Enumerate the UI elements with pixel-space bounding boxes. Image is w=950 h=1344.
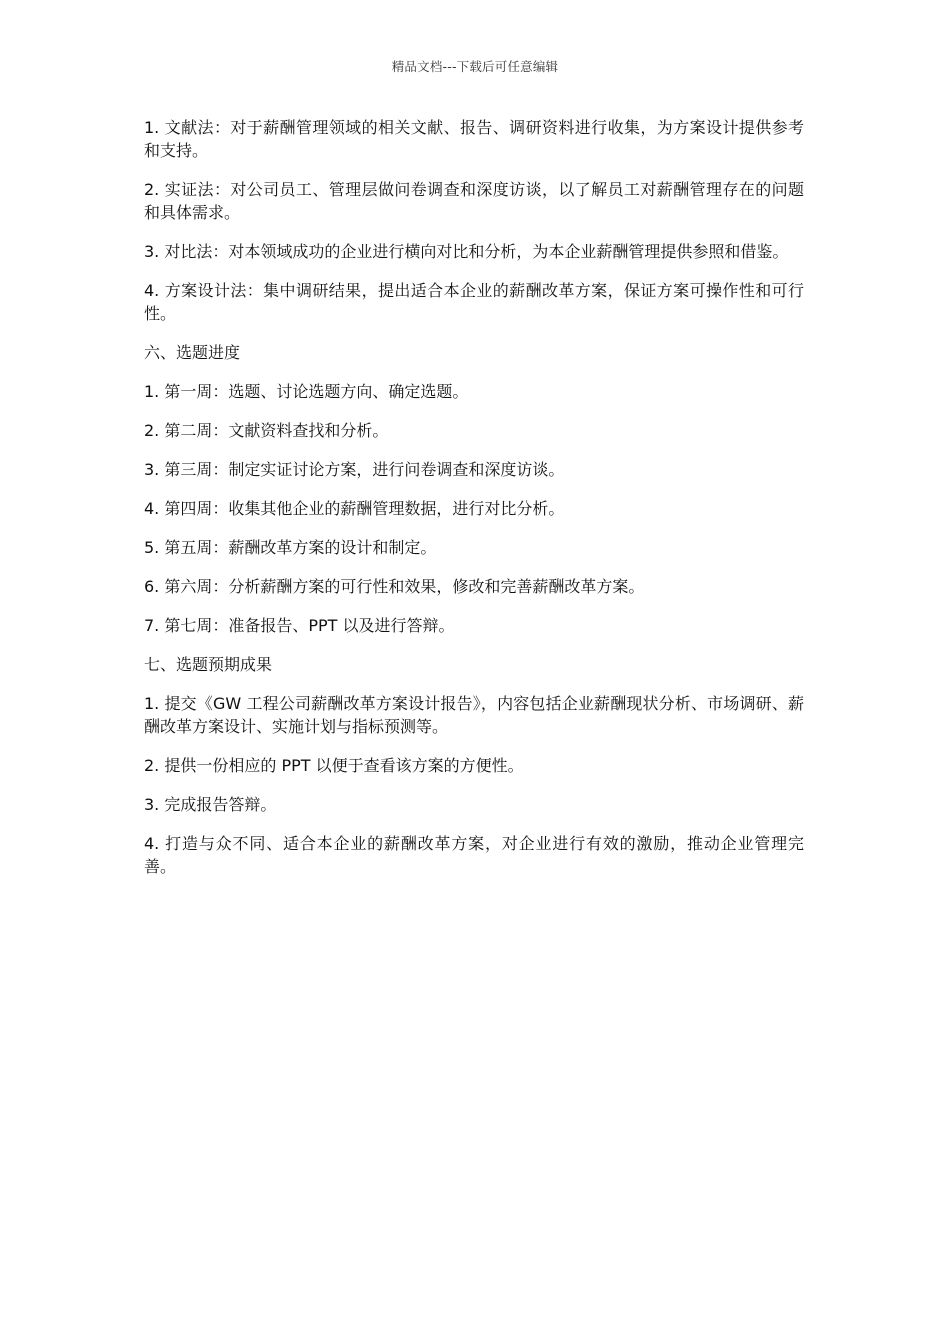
schedule-week-4: 4. 第四周：收集其他企业的薪酬管理数据，进行对比分析。 — [144, 499, 565, 518]
outcome-3: 3. 完成报告答辩。 — [144, 795, 277, 814]
outcome-4: 4. 打造与众不同、适合本企业的薪酬改革方案，对企业进行有效的激励，推动企业管理完善。 — [144, 834, 804, 876]
schedule-week-7: 7. 第七周：准备报告、PPT 以及进行答辩。 — [144, 616, 455, 635]
section-heading-schedule: 六、选题进度 — [144, 343, 241, 362]
schedule-week-6: 6. 第六周：分析薪酬方案的可行性和效果，修改和完善薪酬改革方案。 — [144, 577, 645, 596]
method-literature: 1. 文献法：对于薪酬管理领域的相关文献、报告、调研资料进行收集，为方案设计提供参考和支持。 — [144, 118, 804, 160]
method-empirical: 2. 实证法：对公司员工、管理层做问卷调查和深度访谈，以了解员工对薪酬管理存在的问题和具体需求。 — [144, 180, 804, 222]
schedule-week-5: 5. 第五周：薪酬改革方案的设计和制定。 — [144, 538, 437, 557]
schedule-week-1: 1. 第一周：选题、讨论选题方向、确定选题。 — [144, 382, 469, 401]
document-body — [144, 116, 804, 894]
method-comparison: 3. 对比法：对本领域成功的企业进行横向对比和分析，为本企业薪酬管理提供参照和借鉴。 — [144, 242, 789, 261]
section-heading-outcomes: 七、选题预期成果 — [144, 655, 273, 674]
schedule-week-2: 2. 第二周：文献资料查找和分析。 — [144, 421, 389, 440]
outcome-2: 2. 提供一份相应的 PPT 以便于查看该方案的方便性。 — [144, 756, 524, 775]
schedule-week-3: 3. 第三周：制定实证讨论方案，进行问卷调查和深度访谈。 — [144, 460, 565, 479]
method-design: 4. 方案设计法：集中调研结果，提出适合本企业的薪酬改革方案，保证方案可操作性和可行性。 — [144, 281, 804, 323]
outcome-1: 1. 提交《GW 工程公司薪酬改革方案设计报告》，内容包括企业薪酬现状分析、市场调研、薪酬改革方案设计、实施计划与指标预测等。 — [144, 694, 804, 736]
page-header: 精品文档---下载后可任意编辑 — [391, 59, 559, 74]
